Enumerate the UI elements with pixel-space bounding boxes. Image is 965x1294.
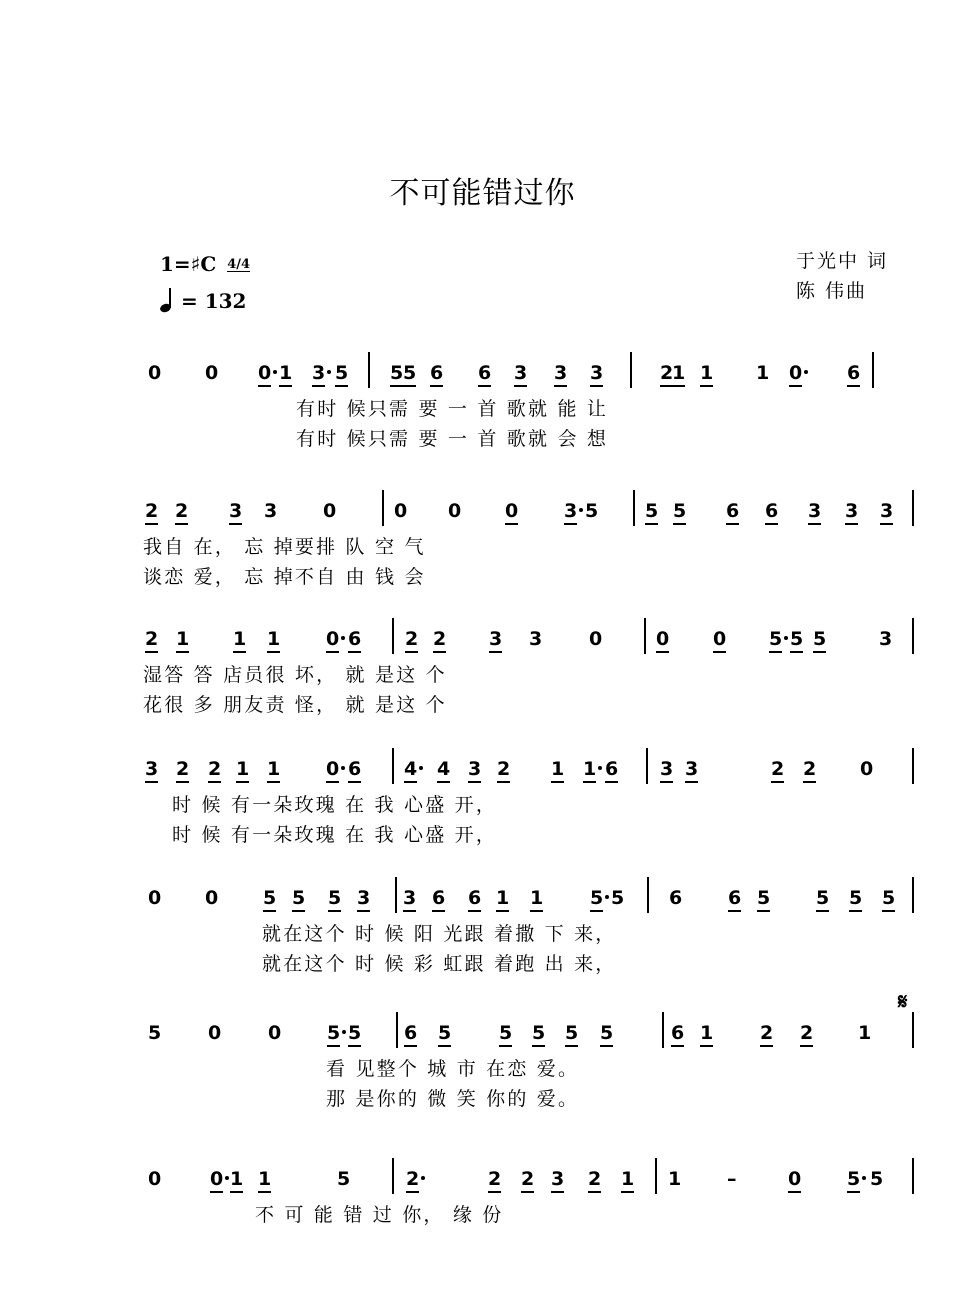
lyrics-verse-1 [0,536,965,560]
quarter-note-icon [160,288,174,312]
augmentation-dot [341,636,345,640]
lyrics-verse-2 [0,566,965,590]
bar-line [872,352,874,388]
augmentation-dot [804,370,808,374]
augmentation-dot [598,766,602,770]
lyrics-verse-2 [0,824,965,848]
bar-line [368,352,370,388]
rest: 0 [148,362,162,384]
lyric-text: 那 是你的 微 笑 你的 爱。 [326,1088,580,1110]
note: 3 [489,628,502,653]
bar-line [382,490,384,526]
lyric-text: 就在这个 时 候 彩 虹跟 着跑 出 来， [262,953,617,975]
rest: 0 [448,500,462,522]
lyrics-verse-2 [0,953,965,977]
bar-line [662,1012,664,1048]
bar-line [392,748,394,784]
segno-icon: 𝄋 [898,990,908,1015]
dash: – [727,1168,737,1190]
rest: 0 [205,362,219,384]
note: 5 [790,628,803,653]
note: 2 [588,1168,601,1193]
bar-line [655,1158,657,1194]
note: 5 [645,500,658,525]
note: 3 [845,500,858,525]
note: 1 [176,628,189,653]
note: 5 [499,1022,512,1047]
note: 2 [405,628,418,653]
lyrics-verse-2 [0,1088,965,1112]
note: 5 [348,1022,361,1047]
bar-line [646,748,648,784]
note: 5 [438,1022,451,1047]
rest: 0 [210,1168,223,1193]
rest: 0 [208,1022,222,1044]
bar-line [912,490,914,526]
note: 1 [756,362,770,384]
note: 5 [849,887,862,912]
tempo-marking [160,288,246,313]
note: 2 [771,758,784,783]
note: 6 [847,362,860,387]
augmentation-dot [341,766,345,770]
time-signature [227,259,250,272]
lyrics-verse-2 [0,428,965,452]
note: 3 [551,1168,564,1193]
note: 5 [882,887,895,912]
key-signature [160,252,250,276]
note: 1 [279,362,292,387]
rest: 0 [789,362,802,387]
note: 5 [565,1022,578,1047]
bar-line [912,618,914,654]
note: 6 [430,362,443,387]
bar-line [912,1012,914,1048]
augmentation-dot [579,508,583,512]
lyrics-verse-1 [0,398,965,422]
augmentation-dot [225,1176,229,1180]
note: 6 [605,758,618,783]
note: 3 [685,758,698,783]
lyrics-verse-1 [0,1204,965,1228]
notation-line [0,1022,965,1052]
augmentation-dot [862,1176,866,1180]
rest: 0 [326,628,339,653]
bar-line [392,618,394,654]
lyric-text: 时 候 有一朵玫瑰 在 我 心盛 开， [172,794,498,816]
note: 2 [176,758,189,783]
rest: 0 [589,628,603,650]
lyric-text: 我自 在， 忘 掉要排 队 空 气 [143,536,426,558]
note: 1 [267,758,280,783]
note: 2 [208,758,221,783]
note: 6 [765,500,778,525]
note: 6 [671,1022,684,1047]
note: 5 [673,500,686,525]
bar-line [912,1158,914,1194]
rest: 0 [713,628,726,653]
note: 1 [700,1022,713,1047]
rest: 0 [258,362,271,387]
note: 5 [600,1022,613,1047]
note: 2 [521,1168,534,1193]
lyricist-credit: 于光中 词 [796,250,889,272]
note: 5 [769,628,782,653]
rest: 0 [268,1022,282,1044]
note: 3 [357,887,370,912]
note: 3 [808,500,821,525]
note: 6 [404,1022,417,1047]
composer-credit: 陈 伟曲 [796,280,868,302]
rest: 0 [326,758,339,783]
note: 5 [847,1168,860,1193]
note: 5 [403,362,416,387]
note: 2 [433,628,446,653]
augmentation-dot [784,636,788,640]
note: 1 [496,887,509,912]
note: 3 [514,362,527,387]
note: 2 [145,500,158,525]
lyrics-verse-2 [0,694,965,718]
note: 5 [327,1022,340,1047]
bar-line [644,618,646,654]
note: 2 [760,1022,773,1047]
lyric-text: 时 候 有一朵玫瑰 在 我 心盛 开， [172,824,498,846]
rest: 0 [148,1168,162,1190]
note: 5 [816,887,829,912]
note: 3 [264,500,278,522]
rest: 0 [788,1168,801,1193]
bar-line [392,1158,394,1194]
rest: 0 [656,628,669,653]
bar-line [630,352,632,388]
lyric-text: 不 可 能 错 过 你， 缘 份 [255,1204,504,1226]
note: 2 [497,758,510,783]
note: 5 [390,362,403,387]
note: 3 [529,628,543,650]
note: 1 [258,1168,271,1193]
note: 1 [672,362,685,387]
rest: 0 [394,500,408,522]
note: 1 [858,1022,872,1044]
note: 6 [468,887,481,912]
lyric-text: 就在这个 时 候 阳 光跟 着撒 下 来， [262,923,617,945]
note: 6 [728,887,741,912]
note: 1 [267,628,280,653]
note: 2 [800,1022,813,1047]
lyrics-verse-1 [0,923,965,947]
note: 1 [233,628,246,653]
note: 6 [348,758,361,783]
notation-line [0,362,965,392]
bar-line [912,877,914,913]
note: 5 [292,887,305,912]
note: 1 [230,1168,243,1193]
augmentation-dot [421,1176,425,1180]
note: 1 [530,887,543,912]
bar-line [633,490,635,526]
augmentation-dot [327,370,331,374]
lyric-text: 谈恋 爱， 忘 掉不自 由 钱 会 [143,566,426,588]
notation-line [0,628,965,658]
note: 1 [621,1168,634,1193]
lyric-text: 湿答 答 店员很 坏， 就 是这 个 [143,664,447,686]
note: 3 [660,758,673,783]
note: 3 [145,758,158,783]
note: 2 [488,1168,501,1193]
lyrics-verse-1 [0,1058,965,1082]
lyrics-verse-1 [0,794,965,818]
note: 1 [236,758,249,783]
note: 5 [532,1022,545,1047]
note: 5 [813,628,826,653]
note: 4 [437,758,450,783]
lyric-text: 有时 候只需 要 一 首 歌就 会 想 [296,428,609,450]
rest: 0 [505,500,518,525]
notation-line [0,500,965,530]
notation-line [0,1168,965,1198]
note: 2 [175,500,188,525]
note: 6 [478,362,491,387]
note: 2 [145,628,158,653]
note: 5 [585,500,599,522]
lyrics-verse-1 [0,664,965,688]
note: 5 [590,887,603,912]
note: 5 [611,887,625,909]
note: 5 [757,887,770,912]
note: 1 [551,758,564,783]
note: 5 [263,887,276,912]
note: 3 [879,628,893,650]
tempo-value: = 132 [180,289,247,313]
note: 2 [660,362,673,387]
note: 6 [669,887,683,909]
note: 2 [803,758,816,783]
lyric-text: 花很 多 朋友责 怪， 就 是这 个 [143,694,447,716]
rest: 0 [323,500,337,522]
note: 6 [348,628,361,653]
note: 3 [590,362,603,387]
bar-line [647,877,649,913]
augmentation-dot [605,895,609,899]
note: 1 [668,1168,682,1190]
notation-line [0,758,965,788]
note: 5 [148,1022,162,1044]
note: 3 [554,362,567,387]
note: 5 [337,1168,351,1190]
lyric-text: 看 见整个 城 市 在恋 爱。 [326,1058,580,1080]
bar-line [912,748,914,784]
note: 5 [328,887,341,912]
note: 6 [432,887,445,912]
time-signature-text: 4/4 [227,257,251,272]
song-title: 不可能错过你 [389,176,576,211]
note: 4 [404,758,417,783]
rest: 0 [148,887,162,909]
note: 2 [406,1168,419,1193]
bar-line [395,877,397,913]
note: 1 [583,758,596,783]
note: 5 [335,362,348,387]
note: 3 [564,500,577,525]
augmentation-dot [342,1030,346,1034]
augmentation-dot [273,370,277,374]
rest: 0 [860,758,874,780]
note: 3 [880,500,893,525]
note: 6 [726,500,739,525]
note: 5 [870,1168,884,1190]
note: 3 [229,500,242,525]
note: 3 [468,758,481,783]
augmentation-dot [419,766,423,770]
note: 1 [700,362,713,387]
note: 3 [312,362,325,387]
bar-line [396,1012,398,1048]
rest: 0 [205,887,219,909]
key-text: 1=♯C [160,252,217,276]
lyric-text: 有时 候只需 要 一 首 歌就 能 让 [296,398,609,420]
note: 3 [403,887,416,912]
notation-line [0,887,965,917]
